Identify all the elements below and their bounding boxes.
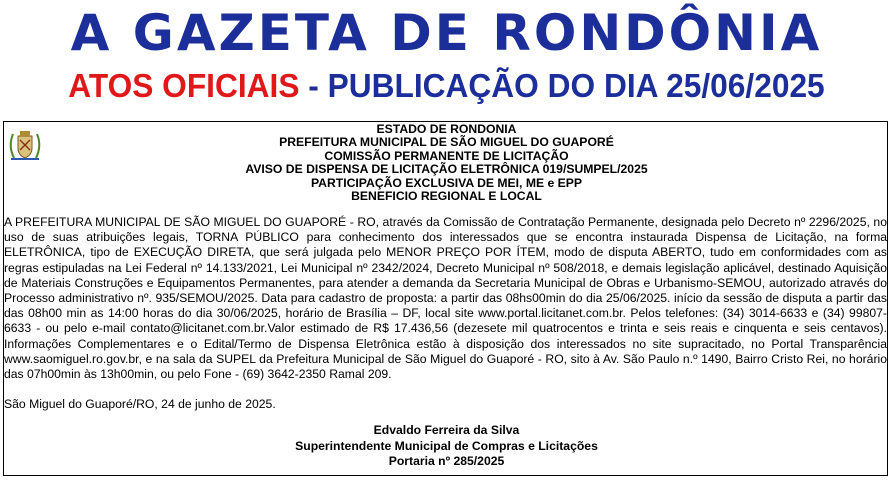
- notice-body: A PREFEITURA MUNICIPAL DE SÃO MIGUEL DO GUAPORÉ - RO, através da Comissão de Contratação Permanente, designada pelo Decreto nº 2296/2025, no uso de suas atribuições legais, TORNA PÚBLICO para conhecimento dos interessados que se encontra instaurada Dispensa de Licitação, na forma ELETRÔNICA, tipo de EXECUÇÃO DIRETA, que será julgada pelo MENOR PREÇO POR ÍTEM, modo de disputa ABERTO, tudo em conformidades com as regras estipuladas na Lei Federal nº 14.133/2021, Lei Municipal nº 2342/2024, Decreto Municipal nº 508/2018, e demais legislação aplicável, destinado Aquisição de Materiais Construções e Equipamentos Permanentes, para atender a demanda da Secretaria Municipal de Obras e Urbanismo-SEMOU, autorizado através do Processo administrativo nº. 935/SEMOU/2025. Data para cadastro de proposta: a partir das 08hs00min do dia 25/06/2025. início da sessão de disputa a partir das das 08h00 min as 14:00 horas do dia 30/06/2025, horário de Brasília – DF, local site www.portal.licitanet.com.br. Pelos telefones: (34) 3014-6633 e (34) 99807-6633 - ou pelo e-mail contato@licitanet.com.br.Valor estimado de R$ 17.436,56 (dezesete mil quatrocentos e trinta e seis reais e cinquenta e seis centavos). Informações Complementares e o Edital/Termo de Dispensa Eletrônica estão à disposição dos interessados no site supracitado, no Portal Transparência www.saomiguel.ro.gov.br, e na sala da SUPEL da Prefeitura Municipal de São Miguel do Guaporé - RO, sito à Av. São Paulo n.º 1490, Bairro Cristo Rei, no horário das 07h00min às 13h00min, ou pelo Fone - (69) 3642-2350 Ramal 209.: [4, 215, 887, 382]
- notice-header: [0, 123, 893, 203]
- official-acts-label: ATOS OFICIAIS: [68, 67, 300, 104]
- signatory-name: Edvaldo Ferreira da Silva: [373, 423, 520, 437]
- publication-date-label: - PUBLICAÇÃO DO DIA 25/06/2025: [299, 67, 825, 104]
- newspaper-masthead: A GAZETA DE RONDÔNIA: [70, 4, 823, 62]
- municipality-line: PREFEITURA MUNICIPAL DE SÃO MIGUEL DO GUAPORÉ: [279, 135, 614, 150]
- notice-title-line: AVISO DE DISPENSA DE LICITAÇÃO ELETRÔNICA 019/SUMPEL/2025: [245, 162, 648, 177]
- commission-line: COMISSÃO PERMANENTE DE LICITAÇÃO: [324, 148, 569, 163]
- signatory-title: Superintendente Municipal de Compras e Licitações: [295, 438, 598, 453]
- benefit-line: BENEFICIO REGIONAL E LOCAL: [351, 189, 542, 204]
- publication-subheading: [18, 64, 875, 108]
- signature-block: [0, 423, 893, 470]
- place-date: São Miguel do Guaporé/RO, 24 de junho de 2025.: [4, 397, 276, 411]
- state-line: ESTADO DE RONDONIA: [376, 122, 517, 136]
- signatory-portaria: Portaria nº 285/2025: [388, 454, 505, 468]
- participation-line: PARTICIPAÇÃO EXCLUSIVA DE MEI, ME e EPP: [310, 175, 583, 190]
